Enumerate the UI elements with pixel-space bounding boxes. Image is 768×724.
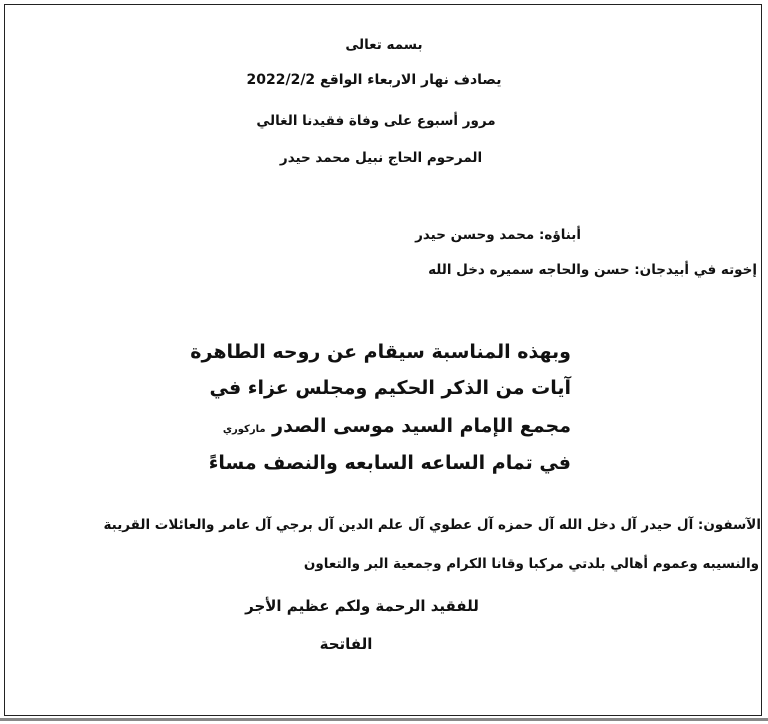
bottom-border xyxy=(0,718,768,721)
fatiha-line: الفاتحة xyxy=(319,635,373,653)
siblings-line: إخوته في أبيدجان: حسن والحاجه سميره دخل الله xyxy=(428,262,757,278)
venue-name: مجمع الإمام السيد موسى الصدر xyxy=(272,415,571,437)
announcement-line-3 xyxy=(223,415,571,437)
deceased-name: المرحوم الحاج نبيل محمد حيدر xyxy=(279,150,483,166)
sons-line: أبناؤه: محمد وحسن حيدر xyxy=(415,227,581,243)
date-line: يصادف نهار الاربعاء الواقع 2022/2/2 xyxy=(246,72,502,88)
mourners-line-2: والنسيبه وعموم أهالي بلدتي مركبا وقانا الكرام وجمعية البر والتعاون xyxy=(303,556,759,572)
announcement-line-4: في تمام الساعه السابعه والنصف مساءً xyxy=(208,452,571,474)
announcement-line-1: وبهذه المناسبة سيقام عن روحه الطاهرة xyxy=(190,341,571,363)
condolence-line: للفقيد الرحمة ولكم عظيم الأجر xyxy=(245,597,479,615)
document-page xyxy=(4,4,762,716)
venue-note: ماركوري xyxy=(222,424,266,435)
occasion-line: مرور أسبوع على وفاة فقيدنا الغالي xyxy=(256,113,496,129)
basmala: بسمه تعالى xyxy=(345,37,423,53)
mourners-line-1: الآسفون: آل حيدر آل دخل الله آل حمزه آل عطوي آل علم الدين آل برجي آل عامر والعائلات القريبة xyxy=(103,517,761,533)
announcement-line-2: آيات من الذكر الحكيم ومجلس عزاء في xyxy=(209,377,571,399)
